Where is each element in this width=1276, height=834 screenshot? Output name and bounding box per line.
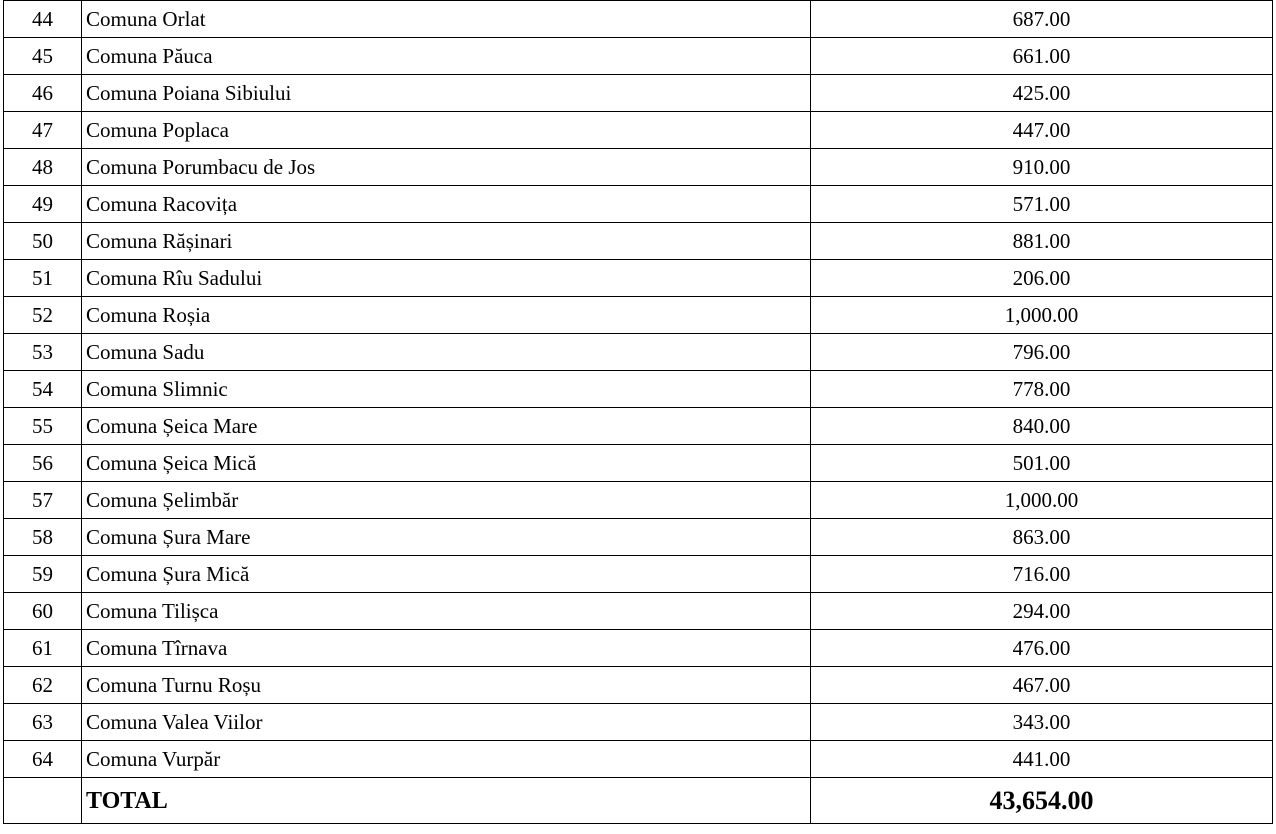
- row-number: 46: [4, 75, 82, 112]
- table-row: [4, 297, 1273, 334]
- row-number: 64: [4, 741, 82, 778]
- row-number: 56: [4, 445, 82, 482]
- row-value: 881.00: [811, 223, 1273, 260]
- row-name: Comuna Șelimbăr: [82, 482, 811, 519]
- row-name: Comuna Turnu Roșu: [82, 667, 811, 704]
- row-name: Comuna Șeica Mare: [82, 408, 811, 445]
- row-value: 840.00: [811, 408, 1273, 445]
- row-value: 1,000.00: [811, 482, 1273, 519]
- row-number: 61: [4, 630, 82, 667]
- table-row: [4, 38, 1273, 75]
- table-row: [4, 630, 1273, 667]
- table-row: [4, 149, 1273, 186]
- row-name: Comuna Rășinari: [82, 223, 811, 260]
- total-label: TOTAL: [82, 778, 811, 824]
- row-number: 50: [4, 223, 82, 260]
- row-name: Comuna Șura Mică: [82, 556, 811, 593]
- row-value: 687.00: [811, 1, 1273, 38]
- row-name: Comuna Păuca: [82, 38, 811, 75]
- row-number: 47: [4, 112, 82, 149]
- row-number: 54: [4, 371, 82, 408]
- row-name: Comuna Valea Viilor: [82, 704, 811, 741]
- table-row: [4, 482, 1273, 519]
- row-value: 571.00: [811, 186, 1273, 223]
- table-row: [4, 556, 1273, 593]
- row-name: Comuna Poiana Sibiului: [82, 75, 811, 112]
- row-name: Comuna Tilișca: [82, 593, 811, 630]
- row-number: 62: [4, 667, 82, 704]
- total-number-cell: [4, 778, 82, 824]
- table-row: [4, 1, 1273, 38]
- row-value: 1,000.00: [811, 297, 1273, 334]
- row-name: Comuna Slimnic: [82, 371, 811, 408]
- row-number: 63: [4, 704, 82, 741]
- table-row: [4, 667, 1273, 704]
- table-row: [4, 704, 1273, 741]
- row-number: 44: [4, 1, 82, 38]
- row-name: Comuna Orlat: [82, 1, 811, 38]
- row-value: 910.00: [811, 149, 1273, 186]
- row-number: 59: [4, 556, 82, 593]
- row-value: 447.00: [811, 112, 1273, 149]
- row-value: 441.00: [811, 741, 1273, 778]
- row-value: 206.00: [811, 260, 1273, 297]
- row-name: Comuna Poplaca: [82, 112, 811, 149]
- table-body: [4, 1, 1273, 778]
- table-row: [4, 371, 1273, 408]
- row-name: Comuna Racovița: [82, 186, 811, 223]
- table-row: [4, 186, 1273, 223]
- row-name: Comuna Vurpăr: [82, 741, 811, 778]
- row-value: 425.00: [811, 75, 1273, 112]
- row-value: 294.00: [811, 593, 1273, 630]
- row-name: Comuna Roșia: [82, 297, 811, 334]
- table-row: [4, 408, 1273, 445]
- row-value: 661.00: [811, 38, 1273, 75]
- row-number: 45: [4, 38, 82, 75]
- table-row: [4, 445, 1273, 482]
- total-row: [4, 778, 1273, 824]
- row-value: 716.00: [811, 556, 1273, 593]
- row-number: 58: [4, 519, 82, 556]
- table-row: [4, 741, 1273, 778]
- row-value: 778.00: [811, 371, 1273, 408]
- table-row: [4, 260, 1273, 297]
- row-value: 343.00: [811, 704, 1273, 741]
- row-number: 55: [4, 408, 82, 445]
- row-number: 53: [4, 334, 82, 371]
- row-number: 60: [4, 593, 82, 630]
- table-row: [4, 223, 1273, 260]
- row-name: Comuna Sadu: [82, 334, 811, 371]
- row-name: Comuna Rîu Sadului: [82, 260, 811, 297]
- table-row: [4, 112, 1273, 149]
- table-row: [4, 593, 1273, 630]
- row-number: 57: [4, 482, 82, 519]
- row-name: Comuna Tîrnava: [82, 630, 811, 667]
- row-value: 467.00: [811, 667, 1273, 704]
- table-row: [4, 334, 1273, 371]
- row-value: 501.00: [811, 445, 1273, 482]
- row-number: 52: [4, 297, 82, 334]
- row-name: Comuna Șura Mare: [82, 519, 811, 556]
- row-name: Comuna Porumbacu de Jos: [82, 149, 811, 186]
- total-value: 43,654.00: [811, 778, 1273, 824]
- row-value: 476.00: [811, 630, 1273, 667]
- allocation-table: [3, 0, 1273, 824]
- row-number: 49: [4, 186, 82, 223]
- row-number: 51: [4, 260, 82, 297]
- row-number: 48: [4, 149, 82, 186]
- row-name: Comuna Șeica Mică: [82, 445, 811, 482]
- row-value: 863.00: [811, 519, 1273, 556]
- table-row: [4, 75, 1273, 112]
- row-value: 796.00: [811, 334, 1273, 371]
- table-row: [4, 519, 1273, 556]
